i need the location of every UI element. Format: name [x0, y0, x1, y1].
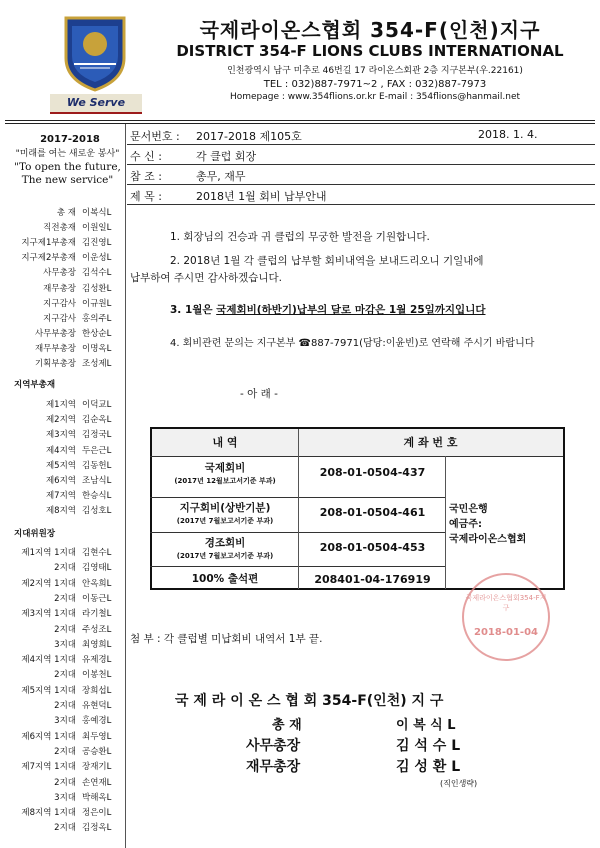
stamp-date: 2018-01-04	[474, 627, 538, 638]
header-rule-2	[5, 123, 595, 124]
sidebar-row-name: 이봉천L	[82, 670, 112, 681]
closing-title-2: 사무총장	[246, 738, 301, 754]
sidebar-row-title: 제8지역	[45, 506, 76, 517]
sidebar-row-name: 조성제L	[82, 359, 112, 369]
sidebar-row-title: 3지대	[54, 792, 76, 803]
sidebar-row-title: 2지대	[54, 670, 76, 681]
org-name-en: DISTRICT 354-F LIONS CLUBS INTERNATIONAL	[176, 42, 564, 60]
sidebar-row-title: 제6지역 1지대	[21, 731, 76, 742]
sidebar-row-name: 두은근L	[82, 445, 112, 456]
account-holder-name: 국제라이온스협회	[449, 534, 527, 545]
paragraph-2a: 2. 2018년 1월 각 클럽의 납부할 회비내역을 보내드리오니 기일내에	[170, 255, 484, 267]
sidebar-row	[4, 444, 122, 456]
sidebar-row-title: 2지대	[54, 701, 76, 711]
paragraph-3	[170, 302, 486, 319]
sidebar-row	[4, 806, 122, 818]
sidebar-row-name: 김성환L	[82, 283, 112, 294]
sidebar-row-title: 제1지역 1지대	[21, 548, 76, 558]
closing-name-2: 김 석 수 L	[396, 738, 461, 754]
sidebar-row-name: 이덕교L	[82, 400, 112, 410]
sidebar-row-name: 김순옥L	[82, 415, 112, 426]
stamp-org: 국제라이온스협회354-F지구	[465, 594, 547, 612]
closing-name-3: 김 성 환 L	[396, 759, 461, 775]
address-block	[165, 65, 585, 104]
doc-date: 2018. 1. 4.	[478, 128, 538, 141]
paragraph-3-prefix: 3. 1월은	[170, 304, 217, 316]
sidebar-row	[4, 489, 122, 501]
sidebar-row-title: 3지대	[54, 639, 76, 650]
sidebar-row-title: 제2지역 1지대	[21, 578, 76, 589]
org-name-kr: 국제라이온스협회 354-F(인천)지구	[199, 18, 541, 42]
sidebar-row-name: 박해옥L	[82, 792, 112, 803]
sidebar-row	[4, 760, 122, 772]
sidebar-year: 2017-2018	[40, 134, 100, 145]
sidebar-row-name: 장희섭L	[82, 685, 112, 696]
sidebar-row-name: 최두영L	[82, 731, 112, 742]
sidebar-row-title: 제1지역	[45, 400, 76, 410]
paragraph-4: 4. 회비관련 문의는 지구본부 ☎887-7971(담당:이윤빈)로 연락해 주시기 바랍니다	[170, 338, 535, 349]
table-row-account: 208401-04-176919	[314, 573, 431, 586]
sidebar-row	[4, 699, 122, 711]
table-head-account: 계 좌 번 호	[403, 436, 458, 449]
sidebar-row-title: 2지대	[54, 746, 76, 757]
sidebar-row	[4, 561, 122, 573]
sidebar-row-name: 김정옥L	[82, 823, 112, 834]
sidebar-row-name: 한승식L	[82, 491, 112, 502]
sidebar-row-name: 김진영L	[82, 238, 112, 249]
sidebar-row-name: 홍예경L	[82, 716, 112, 727]
meta-rule	[127, 204, 595, 205]
meta-rule	[127, 144, 595, 145]
doc-number: 2017-2018 제105호	[196, 130, 302, 143]
cc-value: 총무, 재무	[196, 170, 246, 183]
sidebar-row-name: 정은이L	[82, 808, 112, 819]
sidebar-row-title: 제4지역	[45, 445, 76, 456]
lions-logo	[60, 14, 130, 92]
attachment: 첨 부 : 각 클럽별 미납회비 내역서 1부 끝.	[130, 633, 323, 645]
header-rule	[5, 120, 595, 121]
paragraph-2b: 납부하여 주시면 감사하겠습니다.	[130, 272, 283, 284]
sidebar-row	[4, 297, 122, 309]
sidebar-row-title: 제5지역	[45, 460, 76, 471]
sidebar-row-title: 지구제2부총재	[21, 253, 76, 264]
sidebar-row	[4, 623, 122, 635]
sidebar-row-name: 이복식L	[82, 208, 112, 218]
sidebar-row-title: 재무총장	[43, 283, 76, 294]
sidebar-row-title: 사무총장	[43, 268, 76, 279]
table-row-account: 208-01-0504-461	[319, 506, 426, 519]
sidebar-row-name: 김현수L	[82, 548, 112, 558]
below-marker: - 아 래 -	[240, 388, 278, 400]
table-row-note: (2017년 7월보고서기준 부과)	[176, 517, 274, 525]
table-row-account: 208-01-0504-453	[319, 541, 426, 554]
sidebar-row-name: 라기철L	[82, 609, 112, 620]
sidebar-row-name: 안옥희L	[82, 578, 112, 589]
sidebar-row	[4, 684, 122, 696]
sidebar-row	[4, 577, 122, 589]
sidebar-row	[4, 474, 122, 486]
sidebar-row	[4, 546, 122, 558]
sidebar-row	[4, 745, 122, 757]
bank-name: 국민은행	[449, 504, 488, 515]
address: 인천광역시 남구 미추로 46번길 17 라이온스회관 2층 지구본부(우.22161)	[227, 66, 523, 76]
sidebar-row	[4, 428, 122, 440]
sidebar-row-title: 지구제1부총재	[21, 238, 76, 249]
to-label: 수 신 :	[130, 150, 162, 163]
subject-label: 제 목 :	[130, 190, 162, 203]
sidebar-row-name: 한상순L	[82, 328, 112, 339]
closing-title-3: 재무총장	[246, 759, 301, 775]
sidebar-row-title: 제3지역 1지대	[21, 609, 76, 620]
sidebar-row	[4, 357, 122, 369]
table-head-item: 내 역	[212, 436, 238, 449]
paragraph-1: 1. 회장님의 건승과 귀 클럽의 무궁한 발전을 기원합니다.	[170, 231, 430, 243]
cc-label: 참 조 :	[130, 170, 162, 183]
sidebar-row-title: 제7지역	[45, 491, 76, 502]
sidebar-row-title: 2지대	[54, 593, 76, 604]
sidebar-row	[4, 236, 122, 248]
sidebar-row-name: 조남식L	[82, 476, 112, 486]
sidebar-row	[4, 776, 122, 788]
sidebar-row	[4, 206, 122, 218]
sidebar-divider	[125, 124, 126, 848]
sidebar-row	[4, 266, 122, 278]
region-heading: 지역부총재	[14, 380, 56, 390]
sidebar-row	[4, 821, 122, 833]
sidebar-row	[4, 312, 122, 324]
sidebar-row	[4, 653, 122, 665]
sidebar-row-name: 이동근L	[82, 593, 112, 604]
sidebar-row	[4, 221, 122, 233]
sidebar-row-title: 2지대	[54, 624, 76, 635]
sidebar-row-name: 이명옥L	[82, 343, 112, 354]
closing-org: 국 제 라 이 온 스 협 회 354-F(인천) 지 구	[175, 693, 444, 709]
sidebar-row-title: 제4지역 1지대	[21, 655, 76, 666]
sidebar-row-title: 3지대	[54, 716, 76, 727]
subject-value: 2018년 1월 회비 납부안내	[196, 190, 327, 203]
sidebar-row	[4, 327, 122, 339]
to-value: 각 클럽 회장	[196, 150, 257, 163]
sidebar-row	[4, 282, 122, 294]
table-row-note: (2017년 12월보고서기준 부과)	[174, 477, 276, 485]
sidebar-row-title: 제5지역 1지대	[21, 685, 76, 696]
sidebar-row	[4, 592, 122, 604]
sidebar-row-name: 유현덕L	[82, 701, 112, 711]
table-row-item: 지구회비(상반기분)	[179, 502, 271, 514]
table-row-account: 208-01-0504-437	[319, 466, 426, 479]
seal-omitted-note: (직인생략)	[440, 779, 478, 788]
sidebar-row	[4, 398, 122, 410]
sidebar-row-name: 홍의주L	[82, 313, 112, 324]
sidebar-row	[4, 607, 122, 619]
sidebar-row	[4, 251, 122, 263]
closing-title-1: 총 재	[272, 718, 302, 733]
sidebar-row	[4, 668, 122, 680]
sidebar-row-name: 이운성L	[82, 253, 112, 264]
sidebar-row-title: 지구감사	[43, 298, 76, 309]
sidebar-row-title: 총 재	[56, 208, 76, 218]
sidebar-row-title: 2지대	[54, 777, 76, 788]
sidebar-row-name: 최영희L	[82, 639, 112, 650]
table-row-item: 100% 출석편	[191, 573, 259, 585]
sidebar-row-name: 김석수L	[82, 268, 112, 279]
sidebar-row-name: 유제경L	[82, 655, 112, 666]
table-line	[150, 456, 563, 457]
tel-fax: TEL : 032)887-7971~2 , FAX : 032)887-7973	[263, 79, 487, 90]
sidebar-row-title: 제2지역	[45, 415, 76, 426]
sidebar-row	[4, 791, 122, 803]
sidebar-row-title: 제7지역 1지대	[21, 762, 76, 773]
sidebar-row-title: 기획부총장	[34, 359, 76, 369]
doc-number-label: 문서번호 :	[130, 130, 180, 143]
sidebar-row-title: 지구감사	[43, 313, 76, 324]
table-line	[298, 429, 299, 589]
sidebar-row	[4, 730, 122, 742]
account-holder-label: 예금주:	[449, 519, 482, 530]
closing-name-1: 이 복 식 L	[396, 718, 456, 733]
sidebar-row-title: 제8지역 1지대	[21, 808, 76, 819]
sidebar-row-name: 이원일L	[82, 223, 112, 234]
meta-rule	[127, 164, 595, 165]
sidebar-motto-kr: "미래를 여는 새로운 봉사"	[15, 149, 120, 159]
sidebar-motto-en-2: The new service"	[21, 174, 114, 186]
we-serve-banner: We Serve	[50, 94, 142, 114]
sidebar-row	[4, 714, 122, 726]
sidebar-row-title: 재무부총장	[34, 343, 76, 354]
sidebar-motto-en-1: "To open the future,	[14, 161, 121, 173]
sidebar-row-title: 제6지역	[45, 476, 76, 486]
date-stamp	[462, 573, 550, 661]
table-row-item: 국제회비	[204, 462, 246, 474]
paragraph-3-emphasis: 국제회비(하반기)납부의 달로 마감은 1월 25일까지입니다	[216, 304, 486, 316]
sidebar-row-title: 제3지역	[45, 430, 76, 441]
sidebar-row	[4, 413, 122, 425]
sidebar-row-name: 김동헌L	[82, 460, 112, 471]
sidebar-row-title: 2지대	[54, 563, 76, 574]
meta-rule	[127, 184, 595, 185]
sidebar-row	[4, 342, 122, 354]
sidebar-row-name: 공승환L	[82, 746, 112, 757]
sidebar-row-name: 김영태L	[82, 563, 112, 574]
sidebar-row	[4, 459, 122, 471]
zone-heading: 지대위원장	[14, 529, 56, 539]
sidebar-row-name: 손연재L	[82, 777, 112, 788]
sidebar-row-name: 김정국L	[82, 430, 112, 441]
web-email: Homepage : www.354flions.or.kr E-mail : 354flions@hanmail.net	[229, 92, 521, 102]
sidebar-row-title: 2지대	[54, 823, 76, 834]
sidebar-row-title: 직전총재	[43, 223, 76, 234]
sidebar-row-name: 김성호L	[82, 506, 112, 517]
sidebar-row	[4, 504, 122, 516]
sidebar-row-name: 주성조L	[82, 624, 112, 635]
sidebar-row-name: 장재기L	[82, 762, 112, 773]
table-row-item: 경조회비	[204, 537, 246, 549]
sidebar-row	[4, 638, 122, 650]
sidebar-row-name: 이규원L	[82, 298, 112, 309]
sidebar-row-title: 사무부총장	[34, 328, 76, 339]
table-row-note: (2017년 7월보고서기준 부과)	[176, 552, 274, 560]
